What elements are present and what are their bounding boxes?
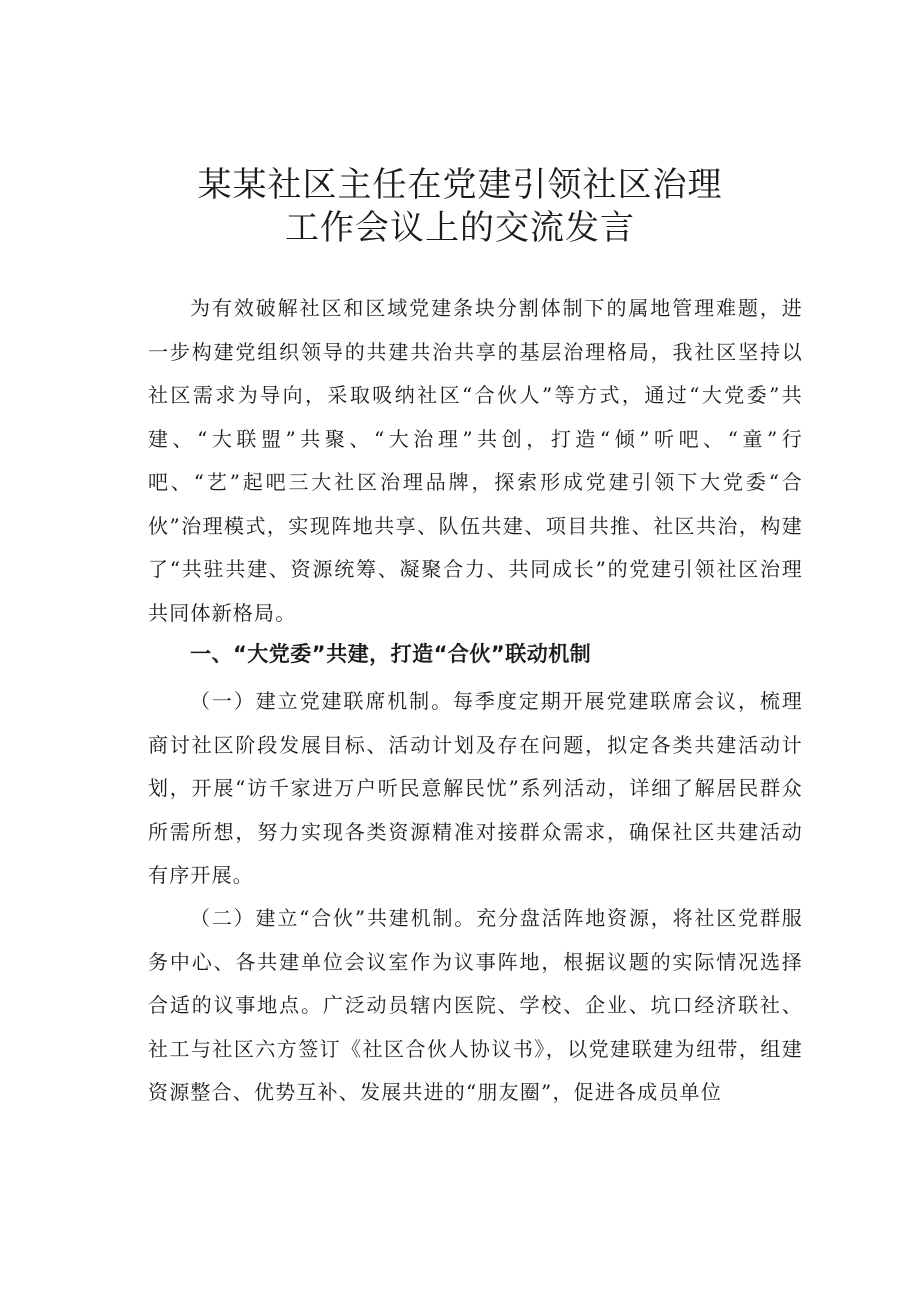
section-1-paragraph-1: （一）建立党建联席机制。每季度定期开展党建联席会议，梳理商讨社区阶段发展目标、活动计划及存在问题，拟定各类共建活动计划，开展“访千家进万户听民意解民忧”系列活动，详细了解居民群众所需所想，努力实现各类资源精准对接群众需求，确保社区共建活动有序开展。 bbox=[148, 689, 803, 887]
intro-paragraph: 为有效破解社区和区域党建条块分割体制下的属地管理难题，进一步构建党组织领导的共建共治共享的基层治理格局，我社区坚持以社区需求为导向，采取吸纳社区“合伙人”等方式，通过“大党委”共建、“大联盟”共聚、“大治理”共创，打造“倾”听吧、“童”行吧、“艺”起吧三大社区治理品牌，探索形成党建引领下大党委“合伙”治理模式，实现阵地共享、队伍共建、项目共推、社区共治，构建了“共驻共建、资源统筹、凝聚合力、共同成长”的党建引领社区治理共同体新格局。 bbox=[148, 296, 803, 625]
section-1-heading: 一、“大党委”共建，打造“合伙”联动机制 bbox=[190, 642, 592, 666]
document-title-line-1: 某某社区主任在党建引领社区治理 bbox=[197, 165, 723, 205]
document-title-line-2: 工作会议上的交流发言 bbox=[285, 208, 635, 248]
section-1-paragraph-2: （二）建立“合伙”共建机制。充分盘活阵地资源，将社区党群服务中心、各共建单位会议室作为议事阵地，根据议题的实际情况选择合适的议事地点。广泛动员辖内医院、学校、企业、坑口经济联社、社工与社区六方签订《社区合伙人协议书》，以党建联建为纽带，组建资源整合、优势互补、发展共进的“朋友圈”，促进各成员单位 bbox=[148, 906, 803, 1104]
